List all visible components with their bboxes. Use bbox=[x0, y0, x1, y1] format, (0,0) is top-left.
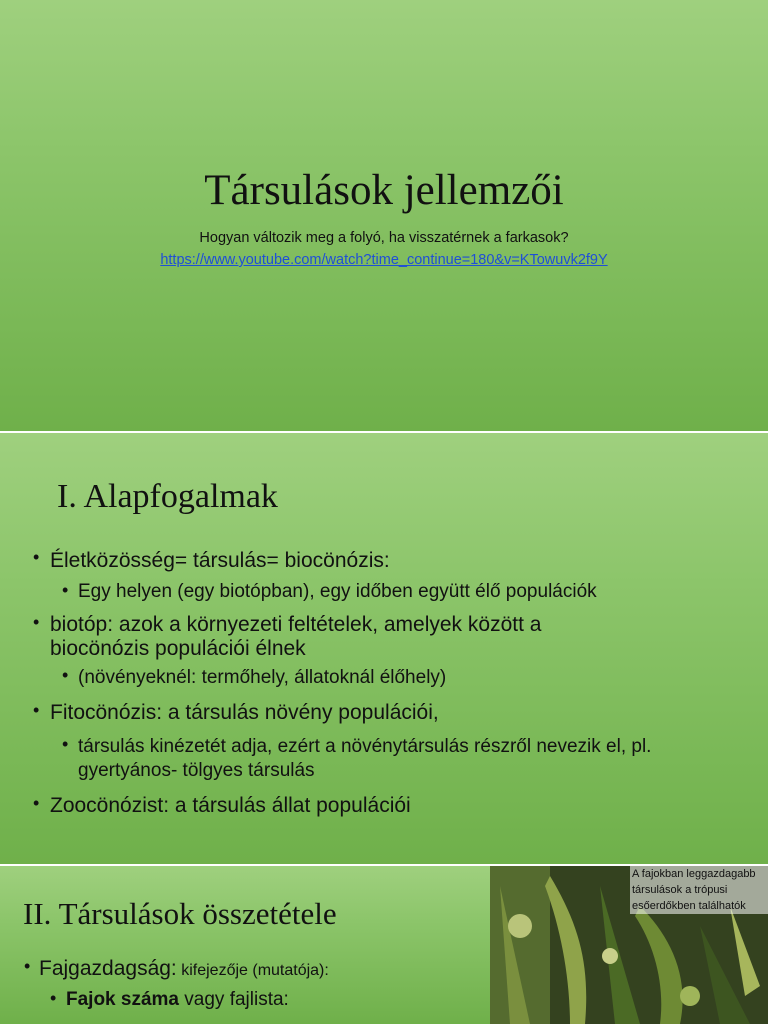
title-slide bbox=[0, 0, 768, 431]
photo-caption: A fajokban leggazdagabb társulások a trópusi esőerdőkben találhatók bbox=[630, 866, 768, 914]
fajgazdagsag-rest: kifejezője (mutatója): bbox=[176, 962, 329, 979]
bullet-icon: • bbox=[50, 988, 57, 1008]
sub-bullet-text: Egy helyen (egy biotópban), egy időben együtt élő populációk bbox=[78, 581, 597, 602]
bullet-icon: • bbox=[62, 665, 69, 685]
bullet-text: biotóp: azok a környezeti feltételek, amelyek között a bbox=[50, 613, 542, 636]
sub-bullet-text: (növényeknél: termőhely, állatoknál élőhely) bbox=[78, 667, 447, 688]
bullet-icon: • bbox=[24, 956, 31, 976]
youtube-link[interactable]: https://www.youtube.com/watch?time_continue=180&v=KTowuvk2f9Y bbox=[160, 252, 608, 268]
fajok-szama-label: Fajok száma bbox=[66, 989, 179, 1010]
bullet-text-cont: biocönózis populációi élnek bbox=[50, 637, 306, 660]
bullet-text: Fitocönózis: a társulás növény populációi, bbox=[50, 701, 439, 724]
sub-bullet-text: társulás kinézetét adja, ezért a növénytársulás részről nevezik el, pl. bbox=[78, 736, 652, 757]
bullet-icon: • bbox=[33, 612, 40, 632]
slide-subtitle: Hogyan változik meg a folyó, ha visszatérnek a farkasok? bbox=[199, 230, 569, 246]
bullet-icon: • bbox=[33, 547, 40, 567]
fajlista-rest: vagy fajlista: bbox=[179, 989, 289, 1010]
bullet-text: Életközösség= társulás= biocönózis: bbox=[50, 549, 390, 572]
bullet-text: Zoocönózist: a társulás állat populációi bbox=[50, 794, 411, 817]
slide-title: Társulások jellemzői bbox=[204, 167, 564, 214]
bullet-icon: • bbox=[62, 734, 69, 754]
slide-title: I. Alapfogalmak bbox=[57, 478, 278, 515]
bullet-icon: • bbox=[62, 580, 69, 600]
bullet-icon: • bbox=[33, 793, 40, 813]
sub-bullet-text-cont: gyertyános- tölgyes társulás bbox=[78, 760, 315, 781]
bullet-icon: • bbox=[33, 700, 40, 720]
bullet-text bbox=[39, 957, 329, 981]
slide-title: II. Társulások összetétele bbox=[23, 896, 337, 931]
fajgazdagsag-label: Fajgazdagság: bbox=[39, 957, 177, 980]
sub-bullet-text bbox=[66, 989, 289, 1011]
